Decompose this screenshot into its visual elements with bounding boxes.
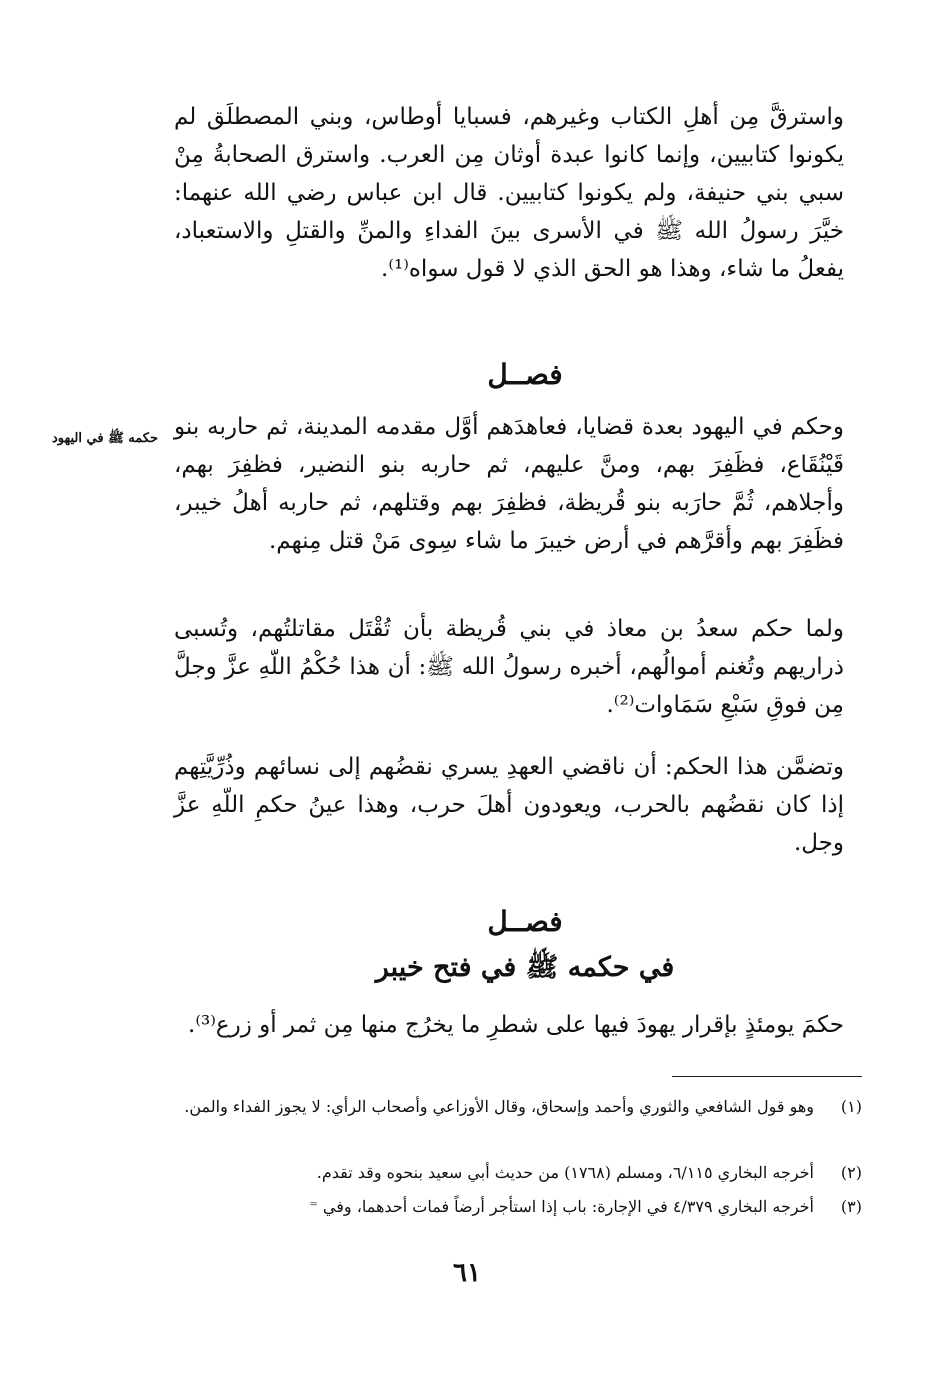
paragraph-jews: وحكم في اليهود بعدة قضايا، فعاهدَهم أوَّل مقدمه المدينة، ثم حاربه بنو قَيْنُقَاع، فظَفِرَ بهم، ومنَّ عليهم، ثم حاربه بنو النضير، فظفِرَ بهم، وأجلاهم، ثُمَّ حارَبه بنو قُريظة، فظفِرَ بهم وقتلهم، ثم حاربه أهلُ خيبر، فظَفِرَ بهم وأقرَّهم في أرض خيبرَ ما شاء سِوى مَنْ قتل مِنهم. [174, 414, 844, 554]
footnote-text: وهو قول الشافعي والثوري وأحمد وإسحاق، وقال الأوزاعي وأصحاب الرأي: لا يجوز الفداء والمن. [184, 1097, 814, 1116]
page-number: ٦١ [453, 1258, 481, 1288]
paragraph-qurayza: ولما حكم سعدُ بن معاذ في بني قُريظة بأن تُقْتَل مقاتلتُهم، وتُسبى ذراريهم وتُغنم أموالُهم، أخبره رسولُ الله ﷺ: أن هذا حُكْمُ اللّهِ عزَّ وجلَّ مِن فوقِ سَبْعِ سَمَاوات⁽²⁾. [174, 616, 844, 718]
paragraph-khaybar: حكمَ يومئذٍ بإقرار يهودَ فيها على شطرِ ما يخرُج منها مِن ثمر أو زرع⁽³⁾. [188, 1012, 844, 1038]
footnote-3 [172, 1192, 862, 1222]
paragraph-captives: واسترقَّ مِن أهلِ الكتاب وغيرهم، فسبايا أوطاس، وبني المصطلَق لم يكونوا كتابيين، وإنما كانوا عبدة أوثان مِن العرب. واسترق الصحابةُ مِنْ سبي بني حنيفة، ولم يكونوا كتابيين. قال ابن عباس رضي الله عنهما: خيَّرَ رسولُ الله ﷺ في الأسرى بينَ الفداءِ والمنِّ والقتلِ والاستعباد، يفعلُ ما شاء، وهذا هو الحق الذي لا قول سواه⁽¹⁾. [174, 104, 844, 282]
footnote-text: أخرجه البخاري ٤/٣٧٩ في الإجارة: باب إذا استأجر أرضاً فمات أحدهما، وفي ⁼ [309, 1197, 814, 1216]
section-heading-fasl-khaybar: فصــل [487, 905, 563, 938]
section-subheading-khaybar: في حكمه ﷺ في فتح خيبر [375, 952, 675, 983]
paragraph-ruling: وتضمَّن هذا الحكم: أن ناقضي العهدِ يسري نقضُهم إلى نسائهم وذُرِّيَّتِهم إذا كان نقضُهم بالحرب، ويعودون أهلَ حرب، وهذا عينُ حكمِ اللّهِ عزَّ وجل. [174, 754, 844, 856]
footnote-number: (١) [840, 1097, 862, 1116]
footnote-2 [172, 1158, 862, 1188]
section-heading-fasl: فصــل [487, 358, 563, 391]
footnote-text: أخرجه البخاري ٦/١١٥، ومسلم (١٧٦٨) من حديث أبي سعيد بنحوه وقد تقدم. [316, 1163, 814, 1182]
footnote-separator [672, 1076, 862, 1077]
footnote-number: (٣) [840, 1197, 862, 1216]
footnote-1 [172, 1092, 862, 1122]
footnote-number: (٢) [840, 1163, 862, 1182]
margin-note-jews: حكمه ﷺ في اليهود [51, 431, 158, 446]
